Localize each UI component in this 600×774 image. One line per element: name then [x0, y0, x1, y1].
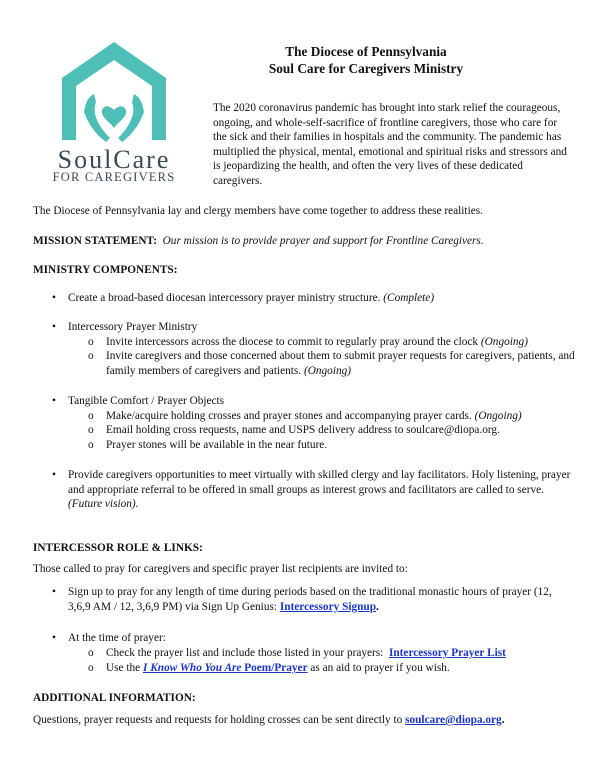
poem-title: I Know Who You Are	[143, 662, 242, 674]
sub-item-text: Email holding cross requests, name and USPS delivery address to soulcare@diopa.org.	[106, 424, 500, 436]
list-item-text: Sign up to pray for any length of time during periods based on the traditional monastic hours of prayer (12, 3,6,9 AM / 12, 3,6,9 PM) via Sign Up Genius:	[68, 586, 552, 613]
status-label: (Ongoing)	[480, 336, 528, 348]
circle-bullet-icon: o	[88, 647, 94, 659]
sub-item-text: Prayer stones will be available in the near future.	[106, 439, 328, 451]
circle-bullet-icon: o	[88, 336, 94, 348]
bullet-icon: •	[52, 395, 56, 407]
status-label: (Complete)	[383, 292, 435, 304]
poem-prayer-link[interactable]	[143, 662, 308, 674]
bullet-icon: •	[52, 292, 56, 304]
components-heading: MINISTRY COMPONENTS:	[33, 264, 178, 276]
intercessory-signup-link[interactable]: Intercessory Signup	[279, 600, 376, 613]
sub-item-text: Make/acquire holding crosses and prayer stones and accompanying prayer cards.	[106, 410, 472, 422]
additional-text: Questions, prayer requests and requests for holding crosses can be sent directly to	[33, 714, 403, 726]
circle-bullet-icon: o	[88, 350, 94, 362]
intercessor-intro: Those called to pray for caregivers and specific prayer list recipients are invited to:	[33, 563, 408, 575]
intercessor-heading: INTERCESSOR ROLE & LINKS:	[33, 542, 203, 554]
circle-bullet-icon: o	[88, 439, 94, 451]
mission-text: Our mission is to provide prayer and support for Frontline Caregivers.	[162, 235, 484, 247]
prayer-list-link[interactable]: Intercessory Prayer List	[388, 647, 506, 659]
intro-paragraph: The 2020 coronavirus pandemic has brought into stark relief the courageous, ongoing, and whole-self-sacrifice of frontline caregivers, those who care for the sick and their families in hospitals and the community. The pandemic has multiplied the physical, mental, emotional and spiritual risks and stressors and is jeopardizing the health, and often the very lives of these dedicated caregivers.	[213, 102, 567, 187]
logo-wordmark: SoulCare	[57, 145, 171, 174]
mission-label: MISSION STATEMENT:	[33, 235, 157, 247]
status-label: (Ongoing)	[303, 364, 352, 377]
title-line-2: Soul Care for Caregivers Ministry	[268, 60, 464, 76]
title-line-1: The Diocese of Pennsylvania	[285, 44, 447, 59]
logo-subtitle: FOR CAREGIVERS	[52, 170, 176, 184]
bullet-icon: •	[52, 469, 56, 481]
punctuation: .	[501, 714, 505, 726]
bullet-icon: •	[52, 632, 56, 644]
list-item-text: Create a broad-based diocesan intercessory prayer ministry structure.	[68, 292, 381, 304]
email-link[interactable]: soulcare@diopa.org	[405, 714, 502, 726]
sub-item-text: Invite caregivers and those concerned about them to submit prayer requests for caregivers, patients, and family members of caregivers and patients.	[106, 350, 575, 377]
list-item-text: At the time of prayer:	[68, 632, 166, 644]
page-title	[226, 44, 506, 77]
bullet-icon: •	[52, 586, 56, 598]
list-item-text: Intercessory Prayer Ministry	[68, 321, 198, 333]
sub-item-text: as an aid to prayer if you wish.	[310, 662, 450, 674]
bullet-icon: •	[52, 321, 56, 333]
list-item-text: Provide caregivers opportunities to meet virtually with skilled clergy and lay facilitators. Holy listening, prayer and appropriate referral to be offered in small groups as interest grows and facilitators are called to serve.	[68, 469, 571, 496]
circle-bullet-icon: o	[88, 424, 94, 436]
sub-item-text: Invite intercessors across the diocese to commit to regularly pray around the clock	[106, 336, 479, 348]
poem-link-label: Poem/Prayer	[244, 662, 308, 674]
punctuation: .	[375, 600, 379, 613]
sub-item-text: Use the	[106, 662, 141, 674]
additional-heading: ADDITIONAL INFORMATION:	[33, 692, 196, 704]
list-item-text: Tangible Comfort / Prayer Objects	[68, 395, 225, 407]
sub-item-text: Check the prayer list and include those listed in your prayers:	[106, 647, 384, 659]
mission-statement	[33, 234, 573, 249]
members-paragraph: The Diocese of Pennsylvania lay and clergy members have come together to address these realities.	[33, 205, 483, 217]
additional-paragraph	[33, 713, 573, 728]
circle-bullet-icon: o	[88, 662, 94, 674]
status-label: (Future vision).	[68, 498, 139, 511]
status-label: (Ongoing)	[474, 410, 522, 422]
circle-bullet-icon: o	[88, 410, 94, 422]
